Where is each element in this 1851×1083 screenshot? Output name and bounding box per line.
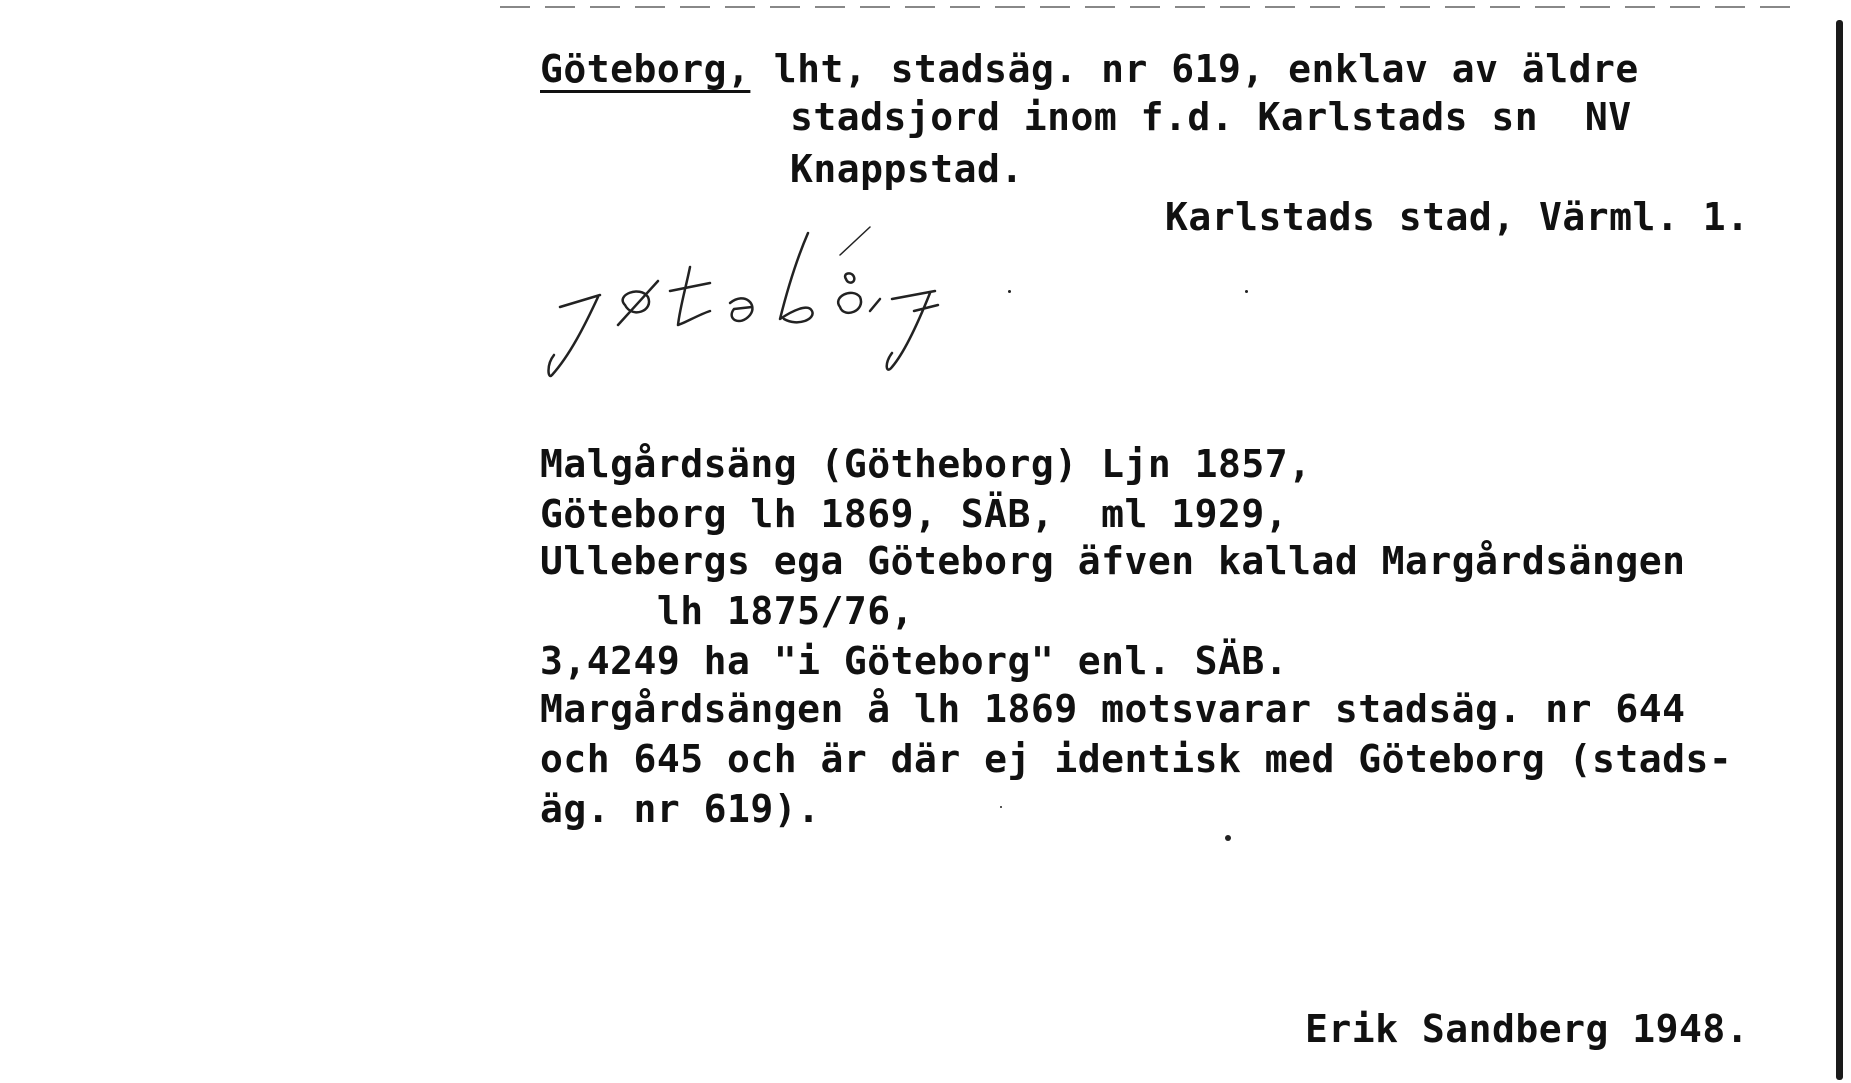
note-line-7: och 645 och är där ej identisk med Göteborg (stads- [540,737,1733,781]
header-line-1 [540,47,1639,91]
card-top-edge [500,6,1800,8]
scan-speck [1245,290,1248,293]
header-line-1-rest: lht, stadsäg. nr 619, enklav av äldre [750,47,1639,91]
signature: Erik Sandberg 1948. [1305,1007,1750,1051]
card-right-edge [1836,20,1843,1080]
handwritten-pronunciation [540,215,1040,385]
header-line-3: Knappstad. [790,147,1024,191]
note-line-4: lh 1875/76, [540,589,915,633]
scan-speck [1225,835,1231,841]
scan-speck [1008,290,1011,293]
note-line-8: äg. nr 619). [540,787,821,831]
note-line-6: Margårdsängen å lh 1869 motsvarar stadsäg. nr 644 [540,687,1686,731]
location-line: Karlstads stad, Värml. 1. [1165,195,1750,239]
note-line-3: Ullebergs ega Göteborg äfven kallad Margårdsängen [540,539,1686,583]
note-line-5: 3,4249 ha "i Göteborg" enl. SÄB. [540,639,1289,683]
note-line-1: Malgårdsäng (Götheborg) Ljn 1857, [540,442,1312,486]
scan-speck [1000,806,1002,808]
header-line-2: stadsjord inom f.d. Karlstads sn NV [790,95,1632,139]
note-line-2: Göteborg lh 1869, SÄB, ml 1929, [540,492,1289,536]
headword: Göteborg, [540,47,751,91]
